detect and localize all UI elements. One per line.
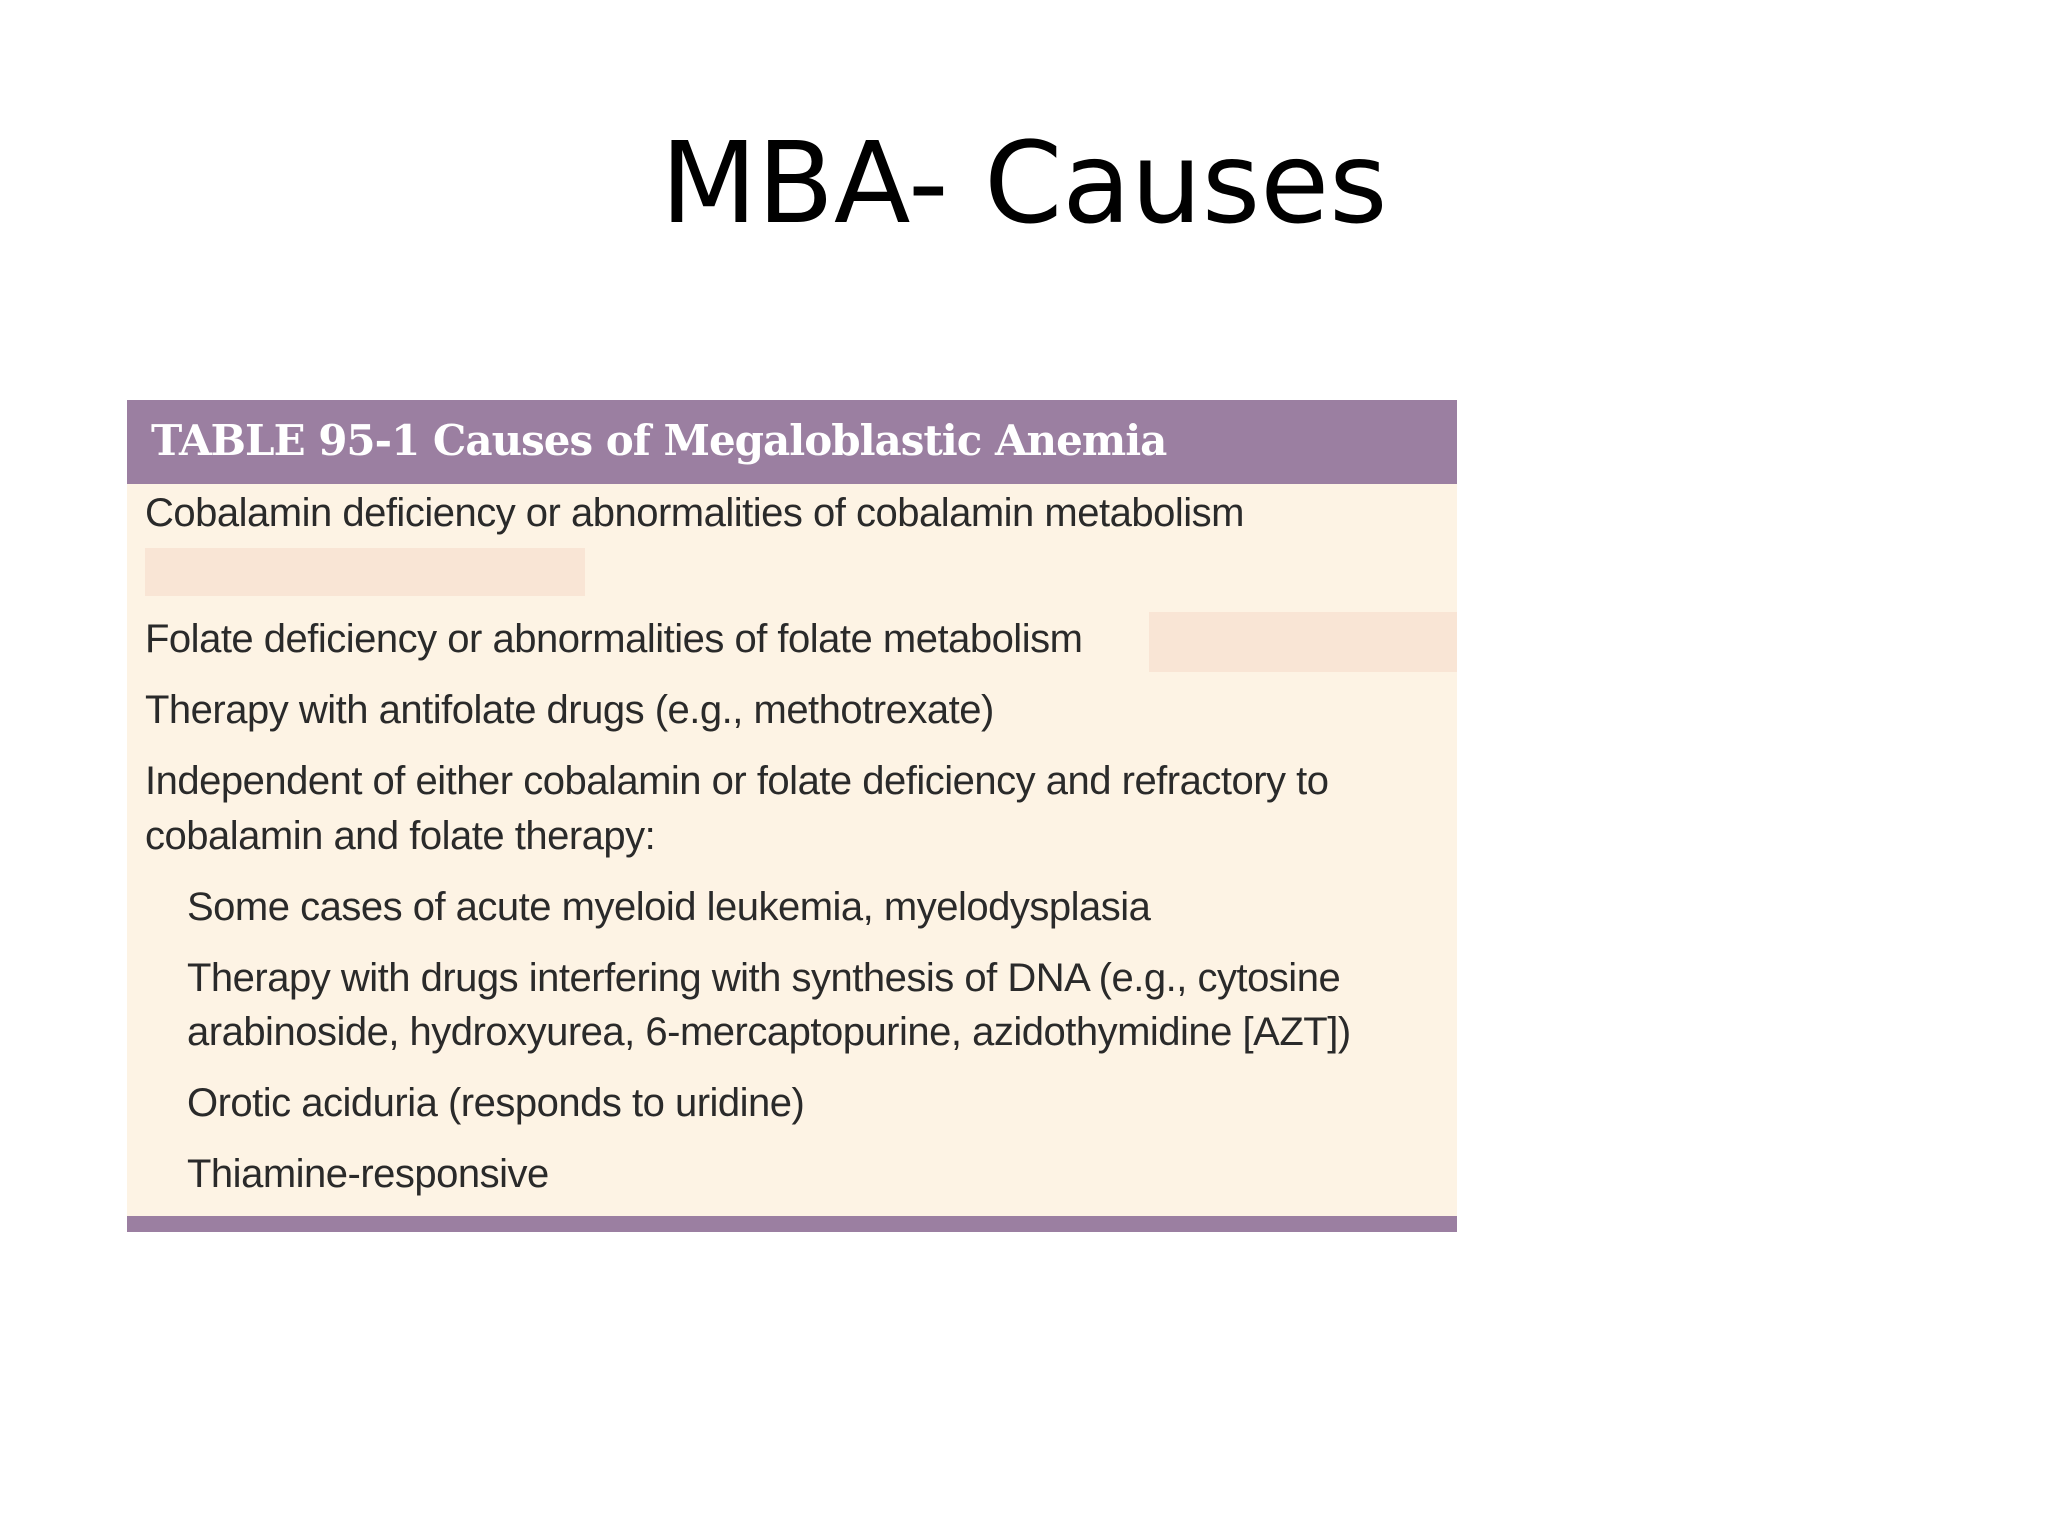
table-row-independent-line2: cobalamin and folate therapy: — [145, 814, 656, 858]
table-row-folate: Folate deficiency or abnormalities of folate metabolism — [145, 617, 1083, 661]
table-row-aml: Some cases of acute myeloid leukemia, myelodysplasia — [187, 885, 1151, 929]
redaction-block — [145, 548, 585, 596]
table-row-dna-drugs-line1: Therapy with drugs interfering with synthesis of DNA (e.g., cytosine — [187, 956, 1341, 1000]
table-row-thiamine: Thiamine-responsive — [187, 1152, 549, 1196]
table-heading: TABLE 95-1 Causes of Megaloblastic Anemia — [151, 416, 1167, 465]
table-row-orotic: Orotic aciduria (responds to uridine) — [187, 1081, 805, 1125]
slide-title: MBA- Causes — [660, 119, 1388, 249]
table-row-dna-drugs-line2: arabinoside, hydroxyurea, 6-mercaptopurine, azidothymidine [AZT]) — [187, 1010, 1351, 1054]
causes-table — [127, 400, 1457, 1232]
table-header — [127, 400, 1457, 484]
table-row-independent-line1: Independent of either cobalamin or folate deficiency and refractory to — [145, 759, 1329, 803]
table-footer-rule — [127, 1216, 1457, 1232]
table-row-cobalamin: Cobalamin deficiency or abnormalities of cobalamin metabolism — [145, 491, 1244, 535]
redaction-block — [1149, 612, 1457, 672]
table-row-antifolate: Therapy with antifolate drugs (e.g., methotrexate) — [145, 688, 994, 732]
